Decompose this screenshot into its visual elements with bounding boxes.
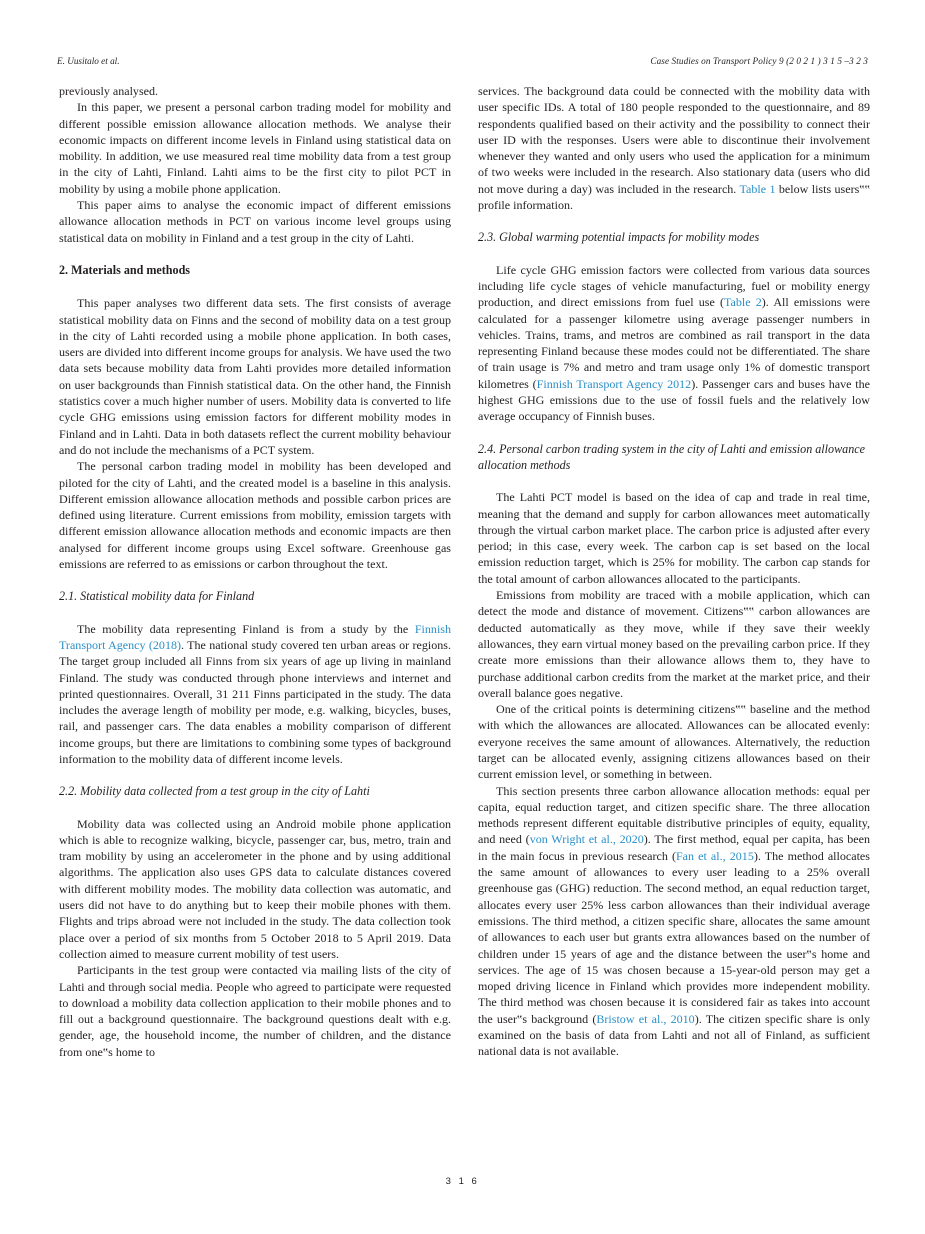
text-span: services. The background data could be connected with the mobility data with user specific IDs. A total of 180 people responded to the questionnaire, and 89 respondents qualified based on their activity and the possibility to connect their user ID with the responses. Users were able to discontinue their involvement whenever they wanted and only users who used the application for a minimum of two weeks were included in the research. Also stationary data (users who did not move during a day) was included in the research.: [478, 84, 870, 196]
paragraph-participants-continued: [478, 83, 870, 213]
text-span: ). The method allocates the same amount of allowances to every user leading to a 25% overall greenhouse gas (GHG) reduction. The second method, an equal reduction target, allocates every user 25% less carbon allowances than their individual average emissions. The third method, a citizen specific share, allocates the same amount of allowances to each user but grants extra allowances based on the number of children under 15 years of age and the distance between the user‟s home and services. The age of 15 was chosen because a 15-year-old person may get a moped driving licence in Finland which provides more independent mobility. The third method was chosen because it is considered fair as takes into account the user‟s background (: [478, 848, 870, 1026]
table-2-link[interactable]: Table 2: [724, 295, 762, 310]
citation-link-finnish-transport-agency-2012[interactable]: Finnish Transport Agency 2012: [536, 376, 692, 391]
paragraph-baseline: One of the critical points is determining citizens‟‟ baseline and the method with which the allowances are allocated. Allowances can be allocated evenly: everyone receives the same amount of allowances. Alternatively, the reduction target can be allocated evenly, assigning citizens allowances based on their current emission level, or something in between.: [478, 702, 870, 782]
citation-link-von-wright-2020[interactable]: von Wright et al., 2020: [529, 832, 644, 847]
text-span: The mobility data representing Finland is from a study by the: [77, 621, 415, 636]
text-span: . The national study covered ten urban areas or regions. The target group included all Finns from six years of age up living in mainland Finland. The study was conducted through phone interviews and internet and printed questionnaires. Overall, 31 211 Finns participated in the study. The data includes the average length of mobility per mode, e.g. walking, bicycles, buses, rail, and passenger cars. The data enables a mobility comparison of different income groups, but there are limitations to combining some types of background information to the mobility data of different income levels.: [59, 637, 452, 766]
text-span: This section presents three carbon allowance allocation methods: equal per capita, equal reduction target, and citizen specific share. The three allocation methods represent different equitable distributive principles of equity, equality, and need (: [478, 783, 870, 847]
text-span: ). All emissions were calculated for a passenger kilometre using average passenger numbers in vehicles. Trains, trams, and metros are combined as rail transport in the data representing Finland because these modes could not be differentiated. The share of train usage is 7% and metro and tram usage only 1% of domestic transport kilometres (: [478, 295, 871, 391]
paragraph-cap-and-trade: The Lahti PCT model is based on the idea of cap and trade in real time, meaning that the demand and supply for carbon allowances meet automatically through the virtual carbon market place. The carbon price is adjusted after every period; in this case, every week. The carbon cap is set based on the local emission reduction target, which is 25% for mobility. The carbon cap stands for the total amount of carbon allowances allocated to the participants.: [478, 490, 870, 586]
paragraph-pct-model: The personal carbon trading model in mobility has been developed and piloted for the city of Lahti, and the created model is a baseline in this analysis. Different emission allowance allocation methods and possible carbon prices are defined using literature. Current emissions from mobility, emission targets with different emission allowance allocation methods and economic impacts are then analysed for different income groups using Excel software. Greenhouse gas emissions are referred to as emissions or carbon throughout the text.: [59, 459, 451, 572]
subsection-heading-lahti-test-group: 2.2. Mobility data collected from a test group in the city of Lahti: [59, 784, 370, 799]
header-journal-citation: Case Studies on Transport Policy 9 (2 0 2 1 ) 3 1 5 –3 2 3: [650, 56, 868, 66]
paragraph-allocation-methods: [478, 783, 870, 1060]
paragraph-datasets: This paper analyses two different data sets. The first consists of average statistical mobility data on Finns and the second of mobility data on a test group in the city of Lahti recorded using a mobile phone application. In both cases, users are divided into different income groups for analysis. We have used the two data sets because mobility data from Lahti provides more detailed information on user backgrounds than Finnish statistical data. On the other hand, the Finnish statistics cover a much higher number of users. Mobility data is converted to life cycle GHG emissions using emission factors for different mobility modes in Finland and in Lahti. Data in both datasets reflect the current mobility behaviour and do not include the mechanisms of a PCT system.: [59, 296, 452, 457]
subsection-heading-pct-lahti: 2.4. Personal carbon trading system in the city of Lahti and emission allowance allocation methods: [478, 441, 865, 472]
text-span: ). The citizen specific share is only examined on the basis of data from Lahti and not all of Finland, as sufficient national data is not available.: [478, 1011, 870, 1059]
citation-link-finnish-transport-agency-2018[interactable]: Finnish Transport Agency (2018): [59, 621, 451, 652]
header-authors: E. Uusitalo et al.: [57, 56, 120, 66]
paragraph-finland-data: [59, 621, 451, 768]
table-1-link[interactable]: Table 1: [739, 181, 776, 196]
page-number: 3 1 6: [445, 1176, 480, 1187]
paragraph-participants: Participants in the test group were contacted via mailing lists of the city of Lahti and through social media. People who agreed to participate were requested to download a mobility data collection application to their mobile phones and to fill out a background questionnaire. The background questions dealt with e.g. gender, age, the household income, the number of children, and the distance from one‟s home to: [59, 963, 451, 1059]
paragraph-intro-model: In this paper, we present a personal carbon trading model for mobility and different possible emission allowance allocation methods. We analyse their economic impacts on different income levels in Finland using statistical data on mobility. In addition, we use measured real time mobility data from a test group in the city of Lahti, Finland. Lahti aims to be the first city to pilot PCT in mobility by using a mobile phone application.: [59, 100, 451, 196]
text-span: ). The first method, equal per capita, has been in the main focus in previous research (: [478, 832, 870, 863]
running-header: [57, 56, 868, 70]
paragraph-intro-aim: This paper aims to analyse the economic impact of different emissions allowance allocation methods in PCT on various income level groups using statistical data on mobility in Finland and a test group in the city of Lahti.: [59, 198, 451, 245]
paragraph-emission-factors: [478, 262, 870, 425]
right-column: [478, 83, 870, 1060]
text-span: Life cycle GHG emission factors were collected from various data sources including life cycle stages of vehicle manufacturing, fuel or mobility energy production, and direct emissions from fuel use (: [478, 262, 870, 310]
citation-link-bristow-2010[interactable]: Bristow et al., 2010: [596, 1011, 695, 1026]
left-column: [59, 83, 451, 1060]
paragraph-lahti-collection: Mobility data was collected using an Android mobile phone application which is able to recognize walking, bicycle, passenger car, bus, metro, train and tram mobility by using an accelerometer in the phone and by using additional algorithms. The application also uses GPS data to calculate distances covered with different mobility modes. The mobility data collection was automatic, and users did not have to do anything but to keep their mobile phones with them. Flights and trips abroad were not included in the study. The data collection took place over a period of six months from 5 October 2018 to 5 April 2019. Data collection aimed to measure current mobility of test users.: [59, 816, 451, 961]
text-span: ). Passenger cars and buses have the highest GHG emissions due to the use of fossil fuels and the relatively low average occupancy of Finnish buses.: [478, 376, 870, 424]
subsection-heading-gwp-impacts: 2.3. Global warming potential impacts for mobility modes: [478, 230, 760, 245]
citation-link-fan-2015[interactable]: Fan et al., 2015: [675, 848, 754, 863]
text-span: below lists users‟‟ profile information.: [478, 181, 870, 213]
subsection-heading-statistical-data: 2.1. Statistical mobility data for Finland: [59, 589, 255, 604]
section-heading-materials-methods: 2. Materials and methods: [59, 262, 191, 277]
paragraph-emissions-traced: Emissions from mobility are traced with a mobile application, which can detect the mode and distance of movement. Citizens‟‟ carbon allowances are deducted automatically as they move, while if they save their weekly allowances, they earn virtual money based on the prevailing carbon price. If they create more emissions than their allowance allows them to, they have to purchase additional carbon credits from the market at the market price, and their overall balance goes negative.: [478, 588, 870, 700]
paragraph-continued: previously analysed.: [59, 84, 159, 98]
